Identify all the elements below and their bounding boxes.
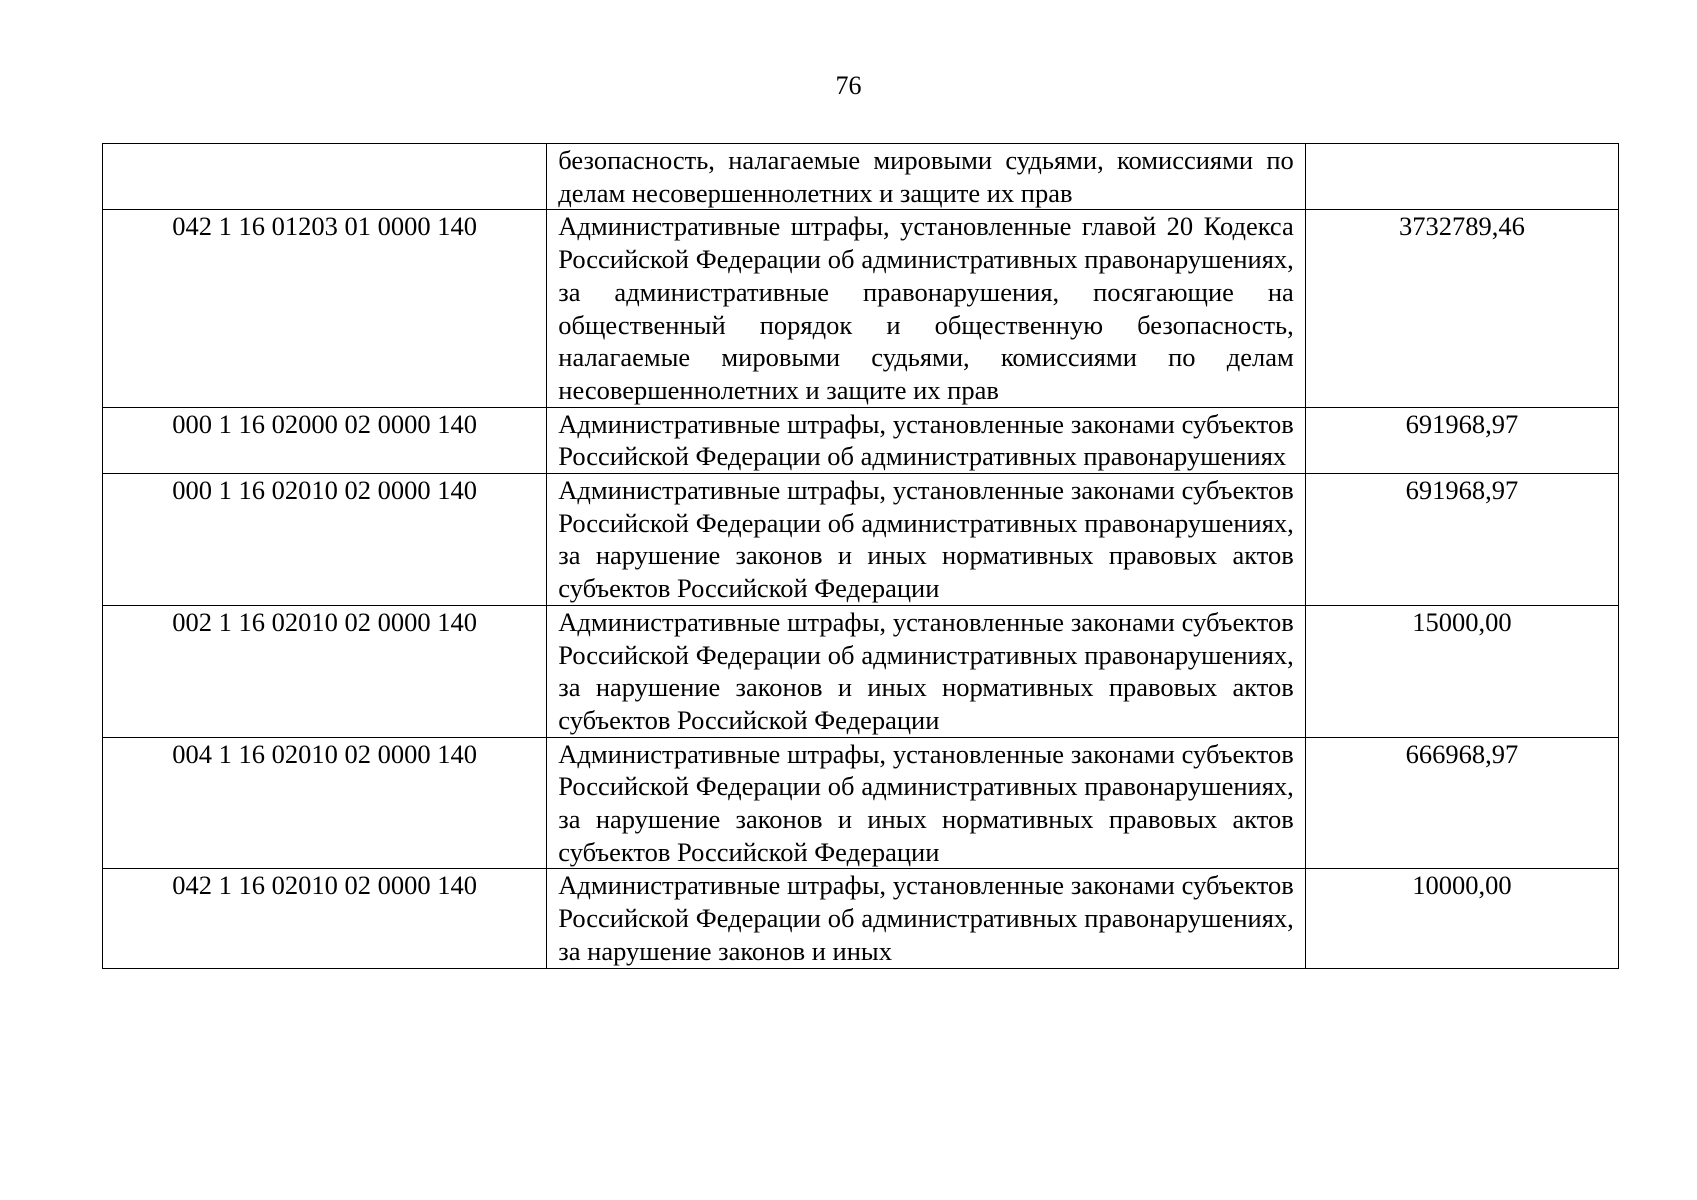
revenue-name-cell bbox=[547, 407, 1306, 473]
revenue-name-text: Административные штрафы, установленные законами субъектов Российской Федерации об административных правонарушениях, за нарушение законов и иных bbox=[558, 870, 1294, 966]
budget-code-cell: 042 1 16 02010 02 0000 140 bbox=[103, 869, 547, 968]
revenue-name-cell bbox=[547, 869, 1306, 968]
amount-cell: 691968,97 bbox=[1305, 407, 1618, 473]
revenue-table bbox=[102, 143, 1619, 969]
table-row bbox=[103, 210, 1619, 407]
budget-code-cell: 000 1 16 02010 02 0000 140 bbox=[103, 474, 547, 606]
table-row bbox=[103, 407, 1619, 473]
amount-cell: 691968,97 bbox=[1305, 474, 1618, 606]
amount-cell bbox=[1305, 144, 1618, 210]
revenue-name-cell bbox=[547, 605, 1306, 737]
table-row bbox=[103, 737, 1619, 869]
revenue-name-cell bbox=[547, 144, 1306, 210]
revenue-name-cell bbox=[547, 210, 1306, 407]
revenue-name-text: безопасность, налагаемые мировыми судьями, комиссиями по делам несовершеннолетних и защите их прав bbox=[558, 145, 1294, 208]
budget-code-cell: 000 1 16 02000 02 0000 140 bbox=[103, 407, 547, 473]
amount-cell: 15000,00 bbox=[1305, 605, 1618, 737]
revenue-name-text: Административные штрафы, установленные законами субъектов Российской Федерации об административных правонарушениях bbox=[558, 408, 1294, 472]
revenue-name-text: Административные штрафы, установленные законами субъектов Российской Федерации об административных правонарушениях, за нарушение законов и иных нормативных правовых актов субъектов Российской Федерации bbox=[558, 606, 1294, 735]
amount-cell: 666968,97 bbox=[1305, 737, 1618, 869]
budget-code-cell: 002 1 16 02010 02 0000 140 bbox=[103, 605, 547, 737]
revenue-name-cell bbox=[547, 474, 1306, 606]
revenue-name-text: Административные штрафы, установленные законами субъектов Российской Федерации об административных правонарушениях, за нарушение законов и иных нормативных правовых актов субъектов Российской Федерации bbox=[558, 738, 1294, 867]
budget-code-cell: 042 1 16 01203 01 0000 140 bbox=[103, 210, 547, 407]
table-row bbox=[103, 605, 1619, 737]
revenue-name-text: Административные штрафы, установленные главой 20 Кодекса Российской Федерации об административных правонарушениях, за административные правонарушения, посягающие на общественный порядок и общественную безопасность, налагаемые мировыми судьями, комиссиями по делам несовершеннолетних и защите их прав bbox=[558, 211, 1294, 405]
amount-cell: 3732789,46 bbox=[1305, 210, 1618, 407]
budget-code-cell bbox=[103, 144, 547, 210]
table-row bbox=[103, 474, 1619, 606]
amount-cell: 10000,00 bbox=[1305, 869, 1618, 968]
table-row bbox=[103, 144, 1619, 210]
revenue-name-cell bbox=[547, 737, 1306, 869]
budget-code-cell: 004 1 16 02010 02 0000 140 bbox=[103, 737, 547, 869]
page-number: 76 bbox=[835, 71, 862, 100]
revenue-name-text: Административные штрафы, установленные законами субъектов Российской Федерации об административных правонарушениях, за нарушение законов и иных нормативных правовых актов субъектов Российской Федерации bbox=[558, 475, 1294, 604]
table-row bbox=[103, 869, 1619, 968]
